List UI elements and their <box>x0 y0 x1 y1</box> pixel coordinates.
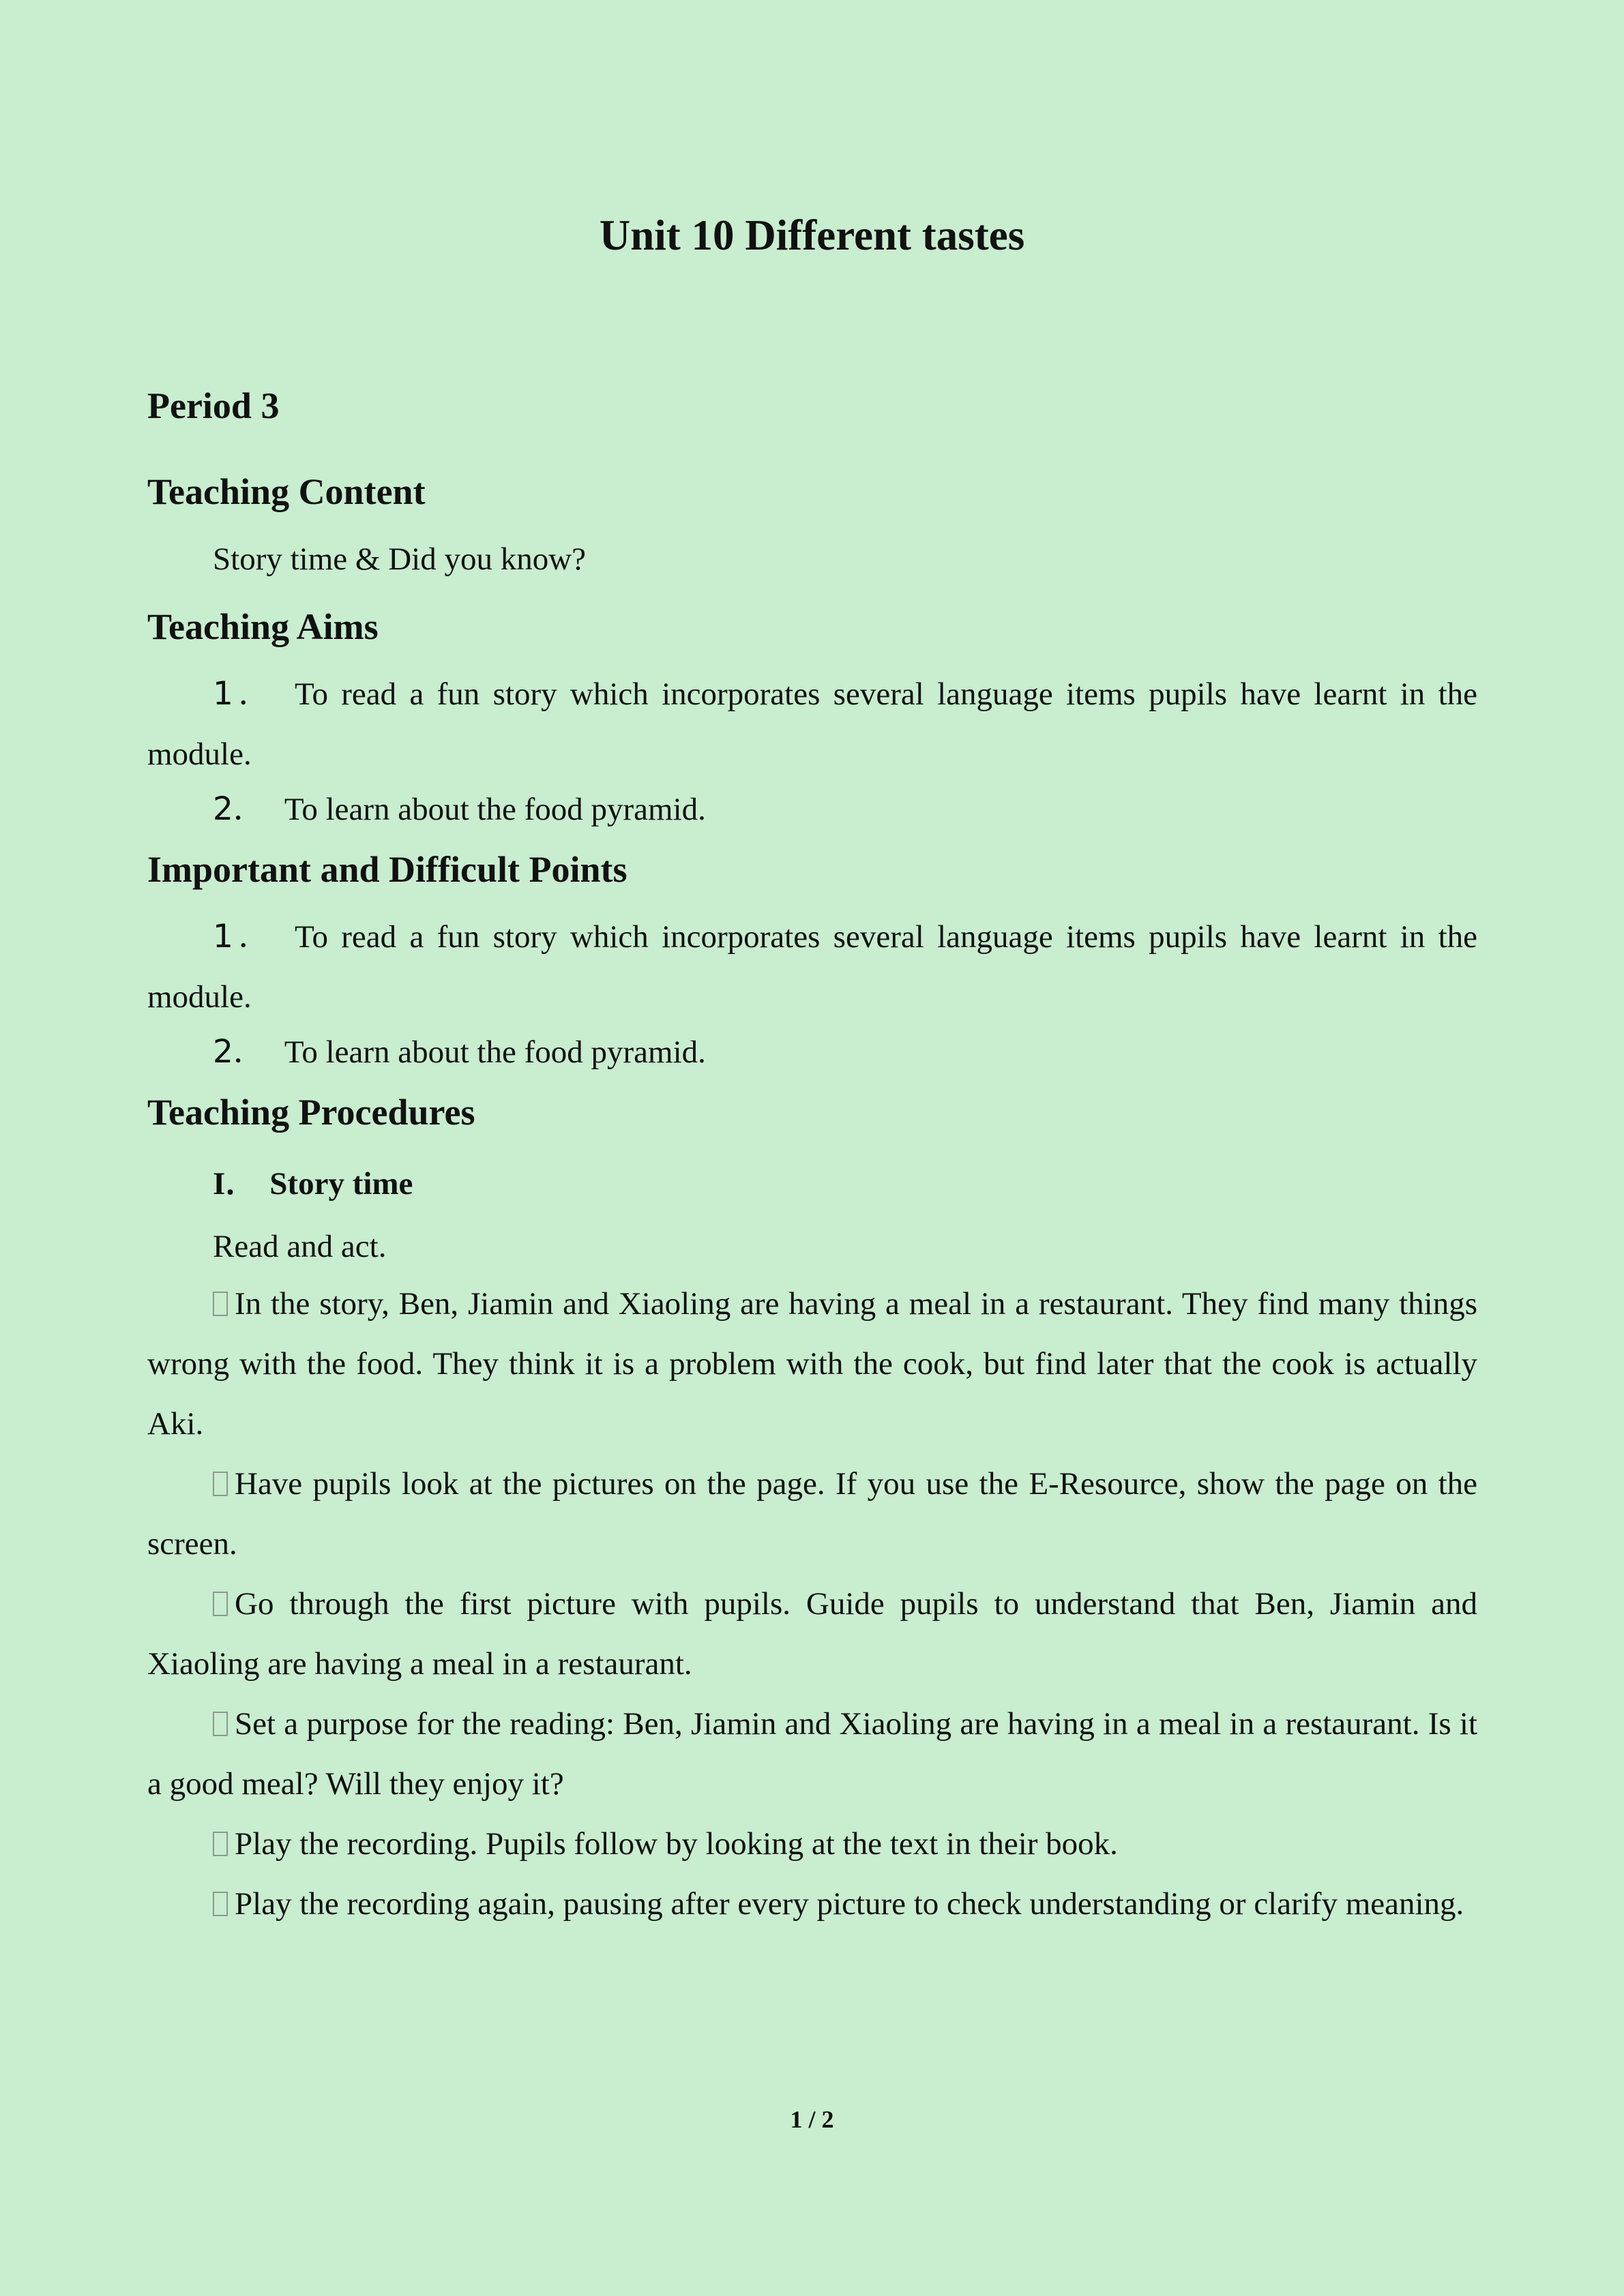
bullet-icon <box>213 1592 228 1616</box>
bullet-icon <box>213 1292 228 1316</box>
teaching-aims-heading: Teaching Aims <box>147 606 379 647</box>
list-item-text: To learn about the food pyramid. <box>284 1034 706 1070</box>
important-points-heading: Important and Difficult Points <box>147 849 628 890</box>
teaching-content-heading: Teaching Content <box>147 471 426 512</box>
procedure-bullet <box>147 1814 1477 1874</box>
procedure-bullet <box>147 1694 1477 1814</box>
bullet-icon <box>213 1472 228 1496</box>
section-number: I． <box>213 1166 258 1202</box>
list-number: 2． <box>213 1033 265 1071</box>
procedure-bullet <box>147 1274 1477 1454</box>
list-item-text: To learn about the food pyramid. <box>284 792 706 827</box>
procedure-intro: Read and act. <box>213 1229 387 1264</box>
bullet-text: In the story, Ben, Jiamin and Xiaoling are having a meal in a restaurant. They find many things wrong with the food. They think it is a problem with the cook, but find later that the cook is actually Aki. <box>147 1286 1477 1442</box>
bullet-text: Set a purpose for the reading: Ben, Jiamin and Xiaoling are having in a meal in a restaurant. Is it a good meal? Will they enjoy it? <box>147 1706 1477 1802</box>
bullet-text: Play the recording again, pausing after every picture to check understanding or clarify meaning. <box>235 1886 1464 1922</box>
list-number: 1． <box>213 918 276 955</box>
section-heading-story-time <box>147 1159 1477 1208</box>
period-heading: Period 3 <box>147 385 280 426</box>
procedure-bullet <box>147 1574 1477 1694</box>
important-point-item <box>147 1027 1477 1077</box>
list-item-text: To read a fun story which incorporates several language items pupils have learnt in the module. <box>147 676 1478 772</box>
teaching-content-text: Story time & Did you know? <box>213 541 586 577</box>
document-title: Unit 10 Different tastes <box>599 211 1025 259</box>
list-number: 2． <box>213 790 265 828</box>
bullet-icon <box>213 1832 228 1856</box>
teaching-procedures-heading: Teaching Procedures <box>147 1092 475 1133</box>
bullet-icon <box>213 1892 228 1916</box>
bullet-text: Have pupils look at the pictures on the page. If you use the E-Resource, show the page on the screen. <box>147 1466 1477 1562</box>
list-item-text: To read a fun story which incorporates several language items pupils have learnt in the module. <box>147 919 1478 1015</box>
section-title: Story time <box>269 1166 413 1202</box>
list-number: 1． <box>213 675 276 713</box>
important-point-item <box>147 907 1477 1027</box>
procedure-bullet <box>147 1454 1477 1574</box>
bullet-text: Go through the first picture with pupils. Guide pupils to understand that Ben, Jiamin and Xiaoling are having a meal in a restaurant. <box>147 1586 1477 1682</box>
bullet-text: Play the recording. Pupils follow by looking at the text in their book. <box>235 1826 1118 1862</box>
teaching-aim-item <box>147 784 1477 835</box>
page-number: 1 / 2 <box>790 2106 834 2133</box>
teaching-aim-item <box>147 664 1477 784</box>
bullet-icon <box>213 1712 228 1736</box>
procedure-bullet <box>147 1874 1477 1934</box>
document-body <box>147 382 1477 1934</box>
